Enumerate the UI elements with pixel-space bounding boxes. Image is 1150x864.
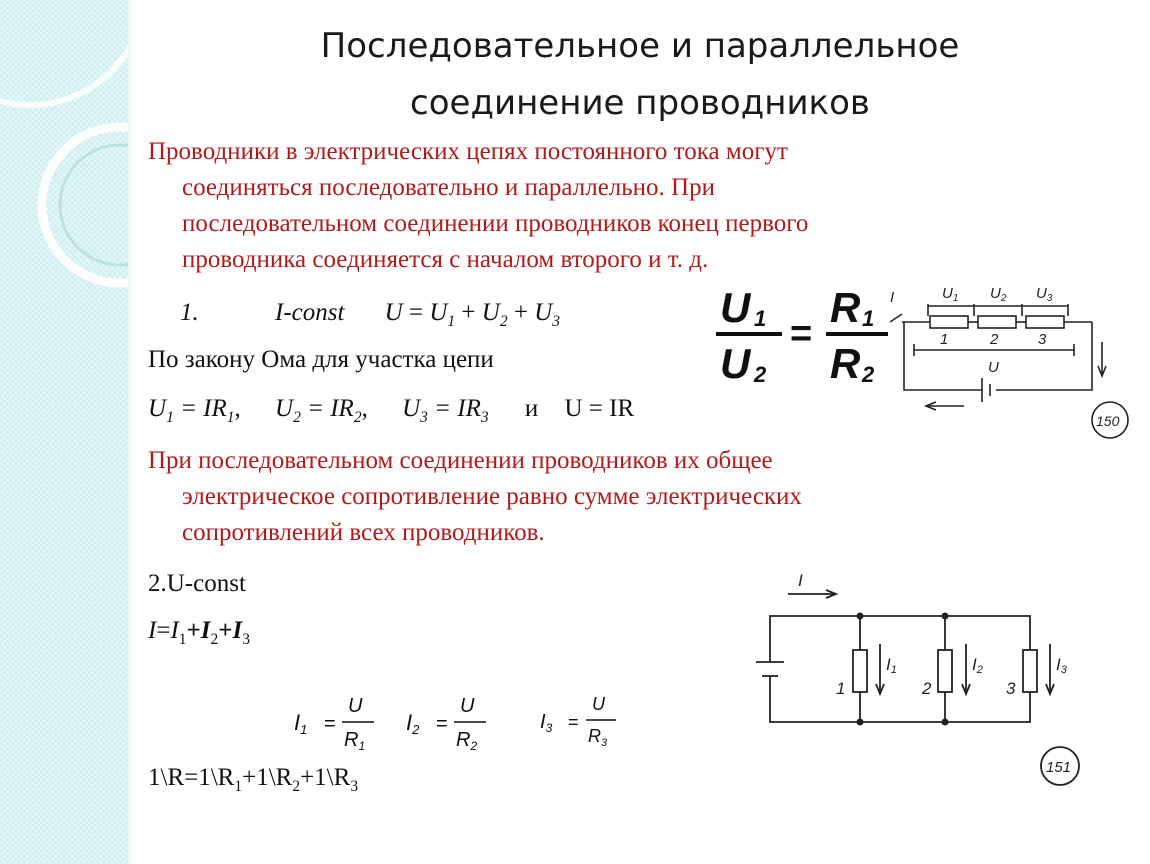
- current-plus-2: +: [218, 617, 233, 644]
- parallel-const: 2.U-const: [148, 570, 246, 597]
- figure-150-svg: [884, 278, 1144, 444]
- current-plus-1: +: [186, 617, 201, 644]
- voltage-sum: [384, 299, 560, 330]
- fig151-current-label: I: [798, 571, 803, 590]
- series-formula: [180, 299, 560, 331]
- rs-part-3: +1\R: [300, 764, 351, 791]
- ratio-svg: [712, 280, 895, 390]
- eq-sign: =: [408, 299, 424, 326]
- fig150-number: 150: [1096, 413, 1120, 429]
- fig151-i2: I2: [972, 655, 983, 676]
- title-line-1: Последовательное и параллельное: [320, 26, 960, 66]
- pc-i3: $I_3$: [540, 711, 553, 735]
- current-sum-formula: [148, 617, 250, 649]
- pc-u-3: U: [592, 694, 605, 714]
- fig150-r3: 3: [1038, 331, 1047, 348]
- current-1: I: [170, 617, 179, 644]
- fig151-r3: 3: [1006, 679, 1016, 698]
- current-2: I: [200, 617, 211, 644]
- ratio-top-right-sub: 1: [862, 306, 875, 331]
- voltage-2: U: [481, 299, 500, 326]
- current-3-sub: 3: [242, 631, 250, 648]
- voltage-ratio-formula: [712, 280, 895, 395]
- pc-r3: $R_3$: [588, 726, 608, 749]
- pc-r2: $R_2$: [456, 729, 478, 753]
- rs-prefix: 1\R=1\R: [148, 764, 235, 791]
- series-resistance-line-2: электрическое сопротивление равно сумме электрических: [182, 483, 802, 510]
- fig150-r1: 1: [940, 331, 949, 348]
- rs-sub-1: 1: [234, 778, 243, 795]
- fig151-i1: I1: [886, 655, 897, 676]
- ohm-u2: $U_2 = IR_2$,: [275, 395, 368, 426]
- fig150-u3: $U_3$: [1036, 285, 1053, 304]
- current-total: I: [148, 617, 157, 644]
- pc-u-1: U: [348, 695, 363, 717]
- parallel-current-formulas: [290, 686, 630, 761]
- ohm-formula: [148, 395, 634, 427]
- ratio-bottom-right: R: [830, 340, 861, 387]
- pc-eq-3: =: [568, 712, 579, 732]
- decorative-circles: [0, 0, 128, 864]
- voltage-1: U: [429, 299, 448, 326]
- voltage-3: U: [534, 299, 553, 326]
- series-const: I-const: [275, 299, 345, 326]
- fig150-u2: $U_2$: [990, 285, 1007, 304]
- figure-150-series-circuit: [884, 278, 1144, 449]
- series-resistance-line-1: При последовательном соединении проводников их общее: [148, 447, 773, 474]
- current-1-sub: 1: [178, 631, 187, 648]
- voltage-3-sub: 3: [552, 313, 560, 330]
- intro-line-1: Проводники в электрических цепях постоянного тока могут: [148, 138, 788, 165]
- ratio-equals: =: [790, 313, 813, 355]
- figure-151-parallel-circuit: [740, 564, 1100, 799]
- page-title: [250, 18, 1030, 132]
- ohm-u3: $U_3 = IR_3$: [402, 395, 489, 426]
- series-number: 1.: [180, 299, 199, 326]
- sidebar-divider: [128, 0, 131, 864]
- fig150-u-total: U: [988, 359, 999, 376]
- figure-151-svg: [740, 564, 1100, 794]
- rs-sub-2: 2: [292, 778, 301, 795]
- plus-sign-2: +: [513, 299, 528, 326]
- current-3: I: [232, 617, 243, 644]
- intro-paragraph: [148, 134, 1028, 278]
- voltage-2-sub: 2: [499, 313, 508, 330]
- parallel-currents-svg: [290, 686, 630, 756]
- ratio-bottom-left-sub: 2: [754, 362, 767, 387]
- voltage-total: U: [384, 299, 403, 326]
- current-eq: =: [156, 617, 171, 644]
- decorative-sidebar: [0, 0, 128, 864]
- fig151-number: 151: [1046, 759, 1072, 776]
- ratio-top-left-sub: 1: [754, 306, 767, 331]
- fig151-i3: I3: [1056, 655, 1067, 676]
- ohm-u1: $U_1 = IR_1$,: [148, 395, 241, 426]
- title-line-2: соединение проводников: [410, 83, 870, 123]
- fig151-r1: 1: [836, 679, 846, 698]
- pc-eq-2: =: [436, 713, 448, 735]
- pc-r1: $R_1$: [344, 729, 366, 753]
- pc-i1: I1: [294, 710, 308, 737]
- pc-i2: I2: [406, 710, 420, 737]
- ohm-intro: По закону Ома для участка цепи: [148, 346, 494, 373]
- rs-sub-3: 3: [350, 778, 359, 795]
- ohm-total: U = IR: [564, 395, 635, 422]
- intro-line-2: соединяться последовательно и параллельно. При: [182, 174, 715, 201]
- resistance-sum-formula: [148, 764, 358, 796]
- ratio-top-right: R: [830, 284, 861, 331]
- fig150-u1: $U_1$: [942, 285, 959, 304]
- ratio-bottom-left: U: [720, 340, 751, 387]
- fig150-current-label: I: [890, 289, 895, 306]
- ratio-bottom-right-sub: 2: [862, 362, 875, 387]
- fig150-r2: 2: [990, 331, 999, 348]
- ratio-top-left: U: [720, 284, 751, 331]
- rs-part-2: +1\R: [242, 764, 293, 791]
- series-resistance-paragraph: [148, 443, 1028, 551]
- series-resistance-line-3: сопротивлений всех проводников.: [182, 519, 545, 546]
- pc-eq-1: =: [324, 713, 336, 735]
- ohm-and: и: [524, 395, 539, 422]
- voltage-1-sub: 1: [447, 313, 456, 330]
- intro-line-4: проводника соединяется с началом второго и т. д.: [182, 246, 709, 273]
- pc-u-2: U: [460, 695, 475, 717]
- current-2-sub: 2: [210, 631, 219, 648]
- plus-sign: +: [461, 299, 476, 326]
- fig151-r2: 2: [922, 679, 932, 698]
- intro-line-3: последовательном соединении проводников конец первого: [182, 210, 809, 237]
